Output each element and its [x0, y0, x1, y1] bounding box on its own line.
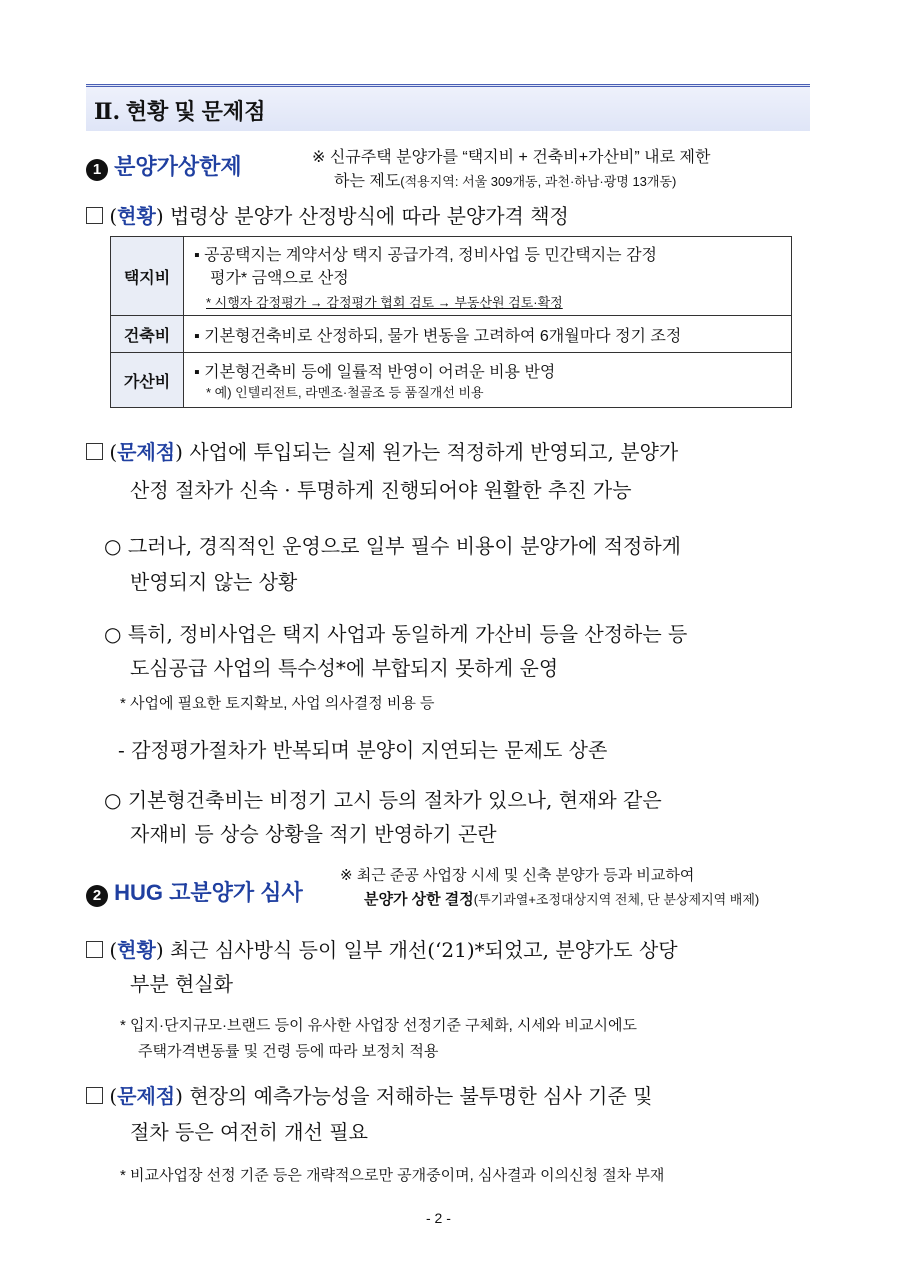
part2-status-text1: 최근 심사방식 등이 일부 개선(‘21)*되었고, 분양가도 상당	[169, 938, 678, 962]
table-row-label: 택지비	[111, 237, 184, 316]
footnote: * 사업에 필요한 토지확보, 사업 의사결정 비용 등	[120, 695, 435, 712]
checkbox-square-icon	[86, 443, 103, 460]
part1-title: 분양가상한제	[114, 154, 242, 179]
table-row-content	[184, 237, 792, 316]
land-cost-line2: 평가* 금액으로 산정	[210, 269, 349, 287]
table-row	[111, 353, 792, 408]
bullet-item: ○ 특히, 정비사업은 택지 사업과 동일하게 가산비 등을 산정하는 등	[104, 622, 688, 646]
part2-problem-label: 문제점	[117, 1086, 176, 1108]
table-row	[111, 316, 792, 353]
part1-note-line2	[334, 168, 676, 191]
footnote: * 비교사업장 선정 기준 등은 개략적으로만 공개중이며, 심사결과 이의신청 절차 부재	[120, 1167, 665, 1184]
land-cost-line1: ▪ 공공택지는 계약서상 택지 공급가격, 정비사업 등 민간택지는 감정	[194, 246, 657, 264]
section-header	[86, 84, 810, 131]
part2-problem-text1: 현장의 예측가능성을 저해하는 불투명한 심사 기준 및	[189, 1084, 653, 1108]
table-row-label: 가산비	[111, 353, 184, 408]
part1-problem-line1: (문제점) 사업에 투입되는 실제 원가는 적정하게 반영되고, 분양가	[86, 436, 678, 465]
part1-status-text: 법령상 분양가 산정방식에 따라 분양가격 책정	[169, 204, 569, 228]
construction-cost-line: ▪ 기본형건축비로 산정하되, 물가 변동을 고려하여 6개월마다 정기 조정	[184, 316, 792, 353]
part2-problem-line1: (문제점) 현장의 예측가능성을 저해하는 불투명한 심사 기준 및	[86, 1080, 653, 1109]
part1-note-line2-b: (적용지역: 서울 309개동, 과천·하남·광명 13개동)	[400, 174, 677, 189]
part2-problem-line2: 절차 등은 여전히 개선 필요	[130, 1120, 368, 1144]
table-row	[111, 237, 792, 316]
checkbox-square-icon	[86, 207, 103, 224]
checkbox-square-icon	[86, 941, 103, 958]
part1-heading	[86, 150, 242, 181]
number-one-icon: 1	[86, 159, 108, 181]
part2-heading	[86, 876, 303, 907]
part2-status-label: 현황	[117, 940, 156, 962]
part2-note-line2-b: (투기과열+조정대상지역 전체, 단 분상제지역 배제)	[473, 892, 760, 907]
number-two-icon: 2	[86, 885, 108, 907]
bullet-text: 기본형건축비는 비정기 고시 등의 절차가 있으나, 현재와 같은	[127, 788, 662, 812]
bullet-item: ○ 기본형건축비는 비정기 고시 등의 절차가 있으나, 현재와 같은	[104, 788, 662, 812]
page-number: - 2 -	[426, 1210, 451, 1226]
additional-cost-line: ▪ 기본형건축비 등에 일률적 반영이 어려운 비용 반영	[194, 364, 556, 381]
part1-note-line2-a: 하는 제도	[334, 173, 401, 190]
footnote: * 입지·단지규모·브랜드 등이 유사한 사업장 선정기준 구체화, 시세와 비교시에도	[120, 1017, 638, 1034]
part1-status-label: 현황	[117, 206, 156, 228]
part1-problem-label: 문제점	[117, 442, 176, 464]
section-title: 현황 및 문제점	[125, 99, 266, 124]
bullet-continuation: 자재비 등 상승 상황을 적기 반영하기 곤란	[130, 822, 497, 846]
bullet-continuation: 반영되지 않는 상황	[130, 570, 298, 594]
part2-title: HUG 고분양가 심사	[114, 880, 303, 905]
dash-item: - 감정평가절차가 반복되며 분양이 지연되는 문제도 상존	[118, 738, 608, 762]
part2-status-line1: (현황) 최근 심사방식 등이 일부 개선(‘21)*되었고, 분양가도 상당	[86, 934, 678, 963]
part2-note-line2	[364, 888, 759, 909]
part1-problem-line2: 산정 절차가 신속 · 투명하게 진행되어야 원활한 추진 가능	[130, 478, 632, 502]
bullet-text: 특히, 정비사업은 택지 사업과 동일하게 가산비 등을 산정하는 등	[127, 622, 688, 646]
cost-table	[110, 236, 792, 408]
part1-note-line1: ※ 신규주택 분양가를 “택지비 + 건축비+가산비” 내로 제한	[312, 149, 711, 166]
bullet-continuation: 도심공급 사업의 특수성*에 부합되지 못하게 운영	[130, 656, 559, 680]
part1-status: (현황) 법령상 분양가 산정방식에 따라 분양가격 책정	[86, 200, 569, 229]
land-cost-note: * 시행자 감정평가 → 감정평가 협회 검토 → 부동산원 검토·확정	[206, 294, 563, 310]
checkbox-square-icon	[86, 1087, 103, 1104]
part2-note-line1: ※ 최근 준공 사업장 시세 및 신축 분양가 등과 비교하여	[340, 867, 695, 884]
table-row-content	[184, 353, 792, 408]
bullet-text: 그러나, 경직적인 운영으로 일부 필수 비용이 분양가에 적정하게	[127, 534, 681, 558]
bullet-item: ○ 그러나, 경직적인 운영으로 일부 필수 비용이 분양가에 적정하게	[104, 534, 681, 558]
part1-problem-text1: 사업에 투입되는 실제 원가는 적정하게 반영되고, 분양가	[189, 440, 679, 464]
additional-cost-note: * 예) 인텔리전트, 라멘조·철골조 등 품질개선 비용	[206, 385, 484, 400]
table-row-label: 건축비	[111, 316, 184, 353]
part2-status-line2: 부분 현실화	[130, 972, 233, 996]
footnote-continuation: 주택가격변동률 및 건령 등에 따라 보정치 적용	[138, 1043, 439, 1060]
section-number: Ⅱ.	[94, 99, 121, 125]
part2-note-line2-a: 분양가 상한 결정	[364, 891, 474, 908]
